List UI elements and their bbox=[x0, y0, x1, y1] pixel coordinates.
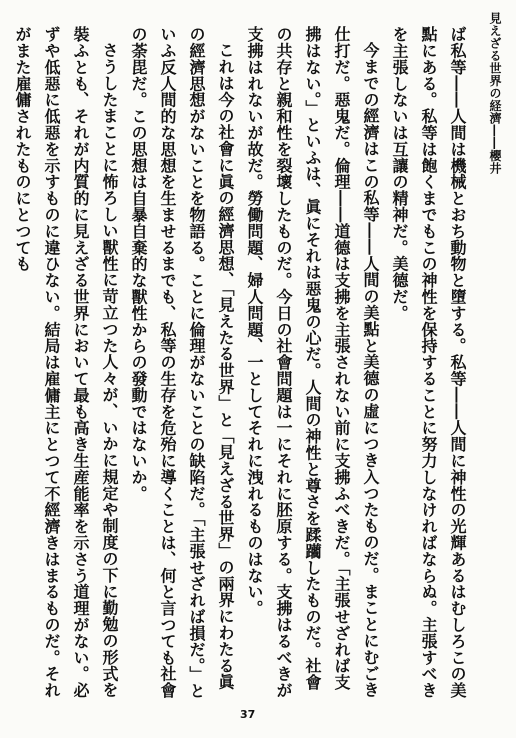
paragraph: 今までの經濟はこの私等――人間の美點と美德の虛につき入つたものだ。まことにむごき仕打だ。惡鬼だ。倫理――道德は支拂を主張されない前に支拂ふべきだ。「主張せざれば支拂はない。」といふは、眞にそれは惡鬼の心だ。人間の神性と尊さを蹂躪したものだ。社會の共存と親和性を裂壞したものだ。今日の社會問題は一にそれに胚原する。支拂はるべきが支拂はれないが故だ。勞働問題、婦人問題、一としてそれに洩れるものはない。 bbox=[245, 26, 380, 699]
paragraph: さうしたまことに怖ろしい獸性に苛立つた人々が、いかに規定や制度の下に勤勉の形式を裝ふとも、それが内質的に見えざる世界において最も高き生産能率を示さう道理がない。必ずや低惡に低惡を示すものに違ひない。結局は雇傭主にとつて不經濟きはまるものだ。それがまた雇傭されたものにとつても bbox=[13, 26, 119, 699]
body-text bbox=[13, 26, 472, 706]
paragraph: ば私等――人間は機械とおち動物と墮する。私等――人間に神性の光輝あるはむしろこの美點にある。私等は飽くまでもこの神性を保持することに努力しなければならぬ。主張すべきを主張しないは互讓の精神だ。美德だ。 bbox=[390, 26, 467, 699]
running-header: 見えざる世界の経濟――櫻井 bbox=[488, 12, 502, 175]
page-number: 37 bbox=[240, 708, 256, 721]
paragraph: これは今の社會に眞の經濟思想、「見えたる世界」と「見えざる世界」の兩界にわたる眞の經濟思想がないことを物語る。ことに倫理がないことの缺陷だ。「主張せざれば損だ。」といふ反人間的な思想を生ませるまでも、私等の生存を危殆に導くことは、何と言つても社會の荼毘だ。この思想は自暴自棄的な獸性からの發動ではないか。 bbox=[129, 26, 235, 699]
